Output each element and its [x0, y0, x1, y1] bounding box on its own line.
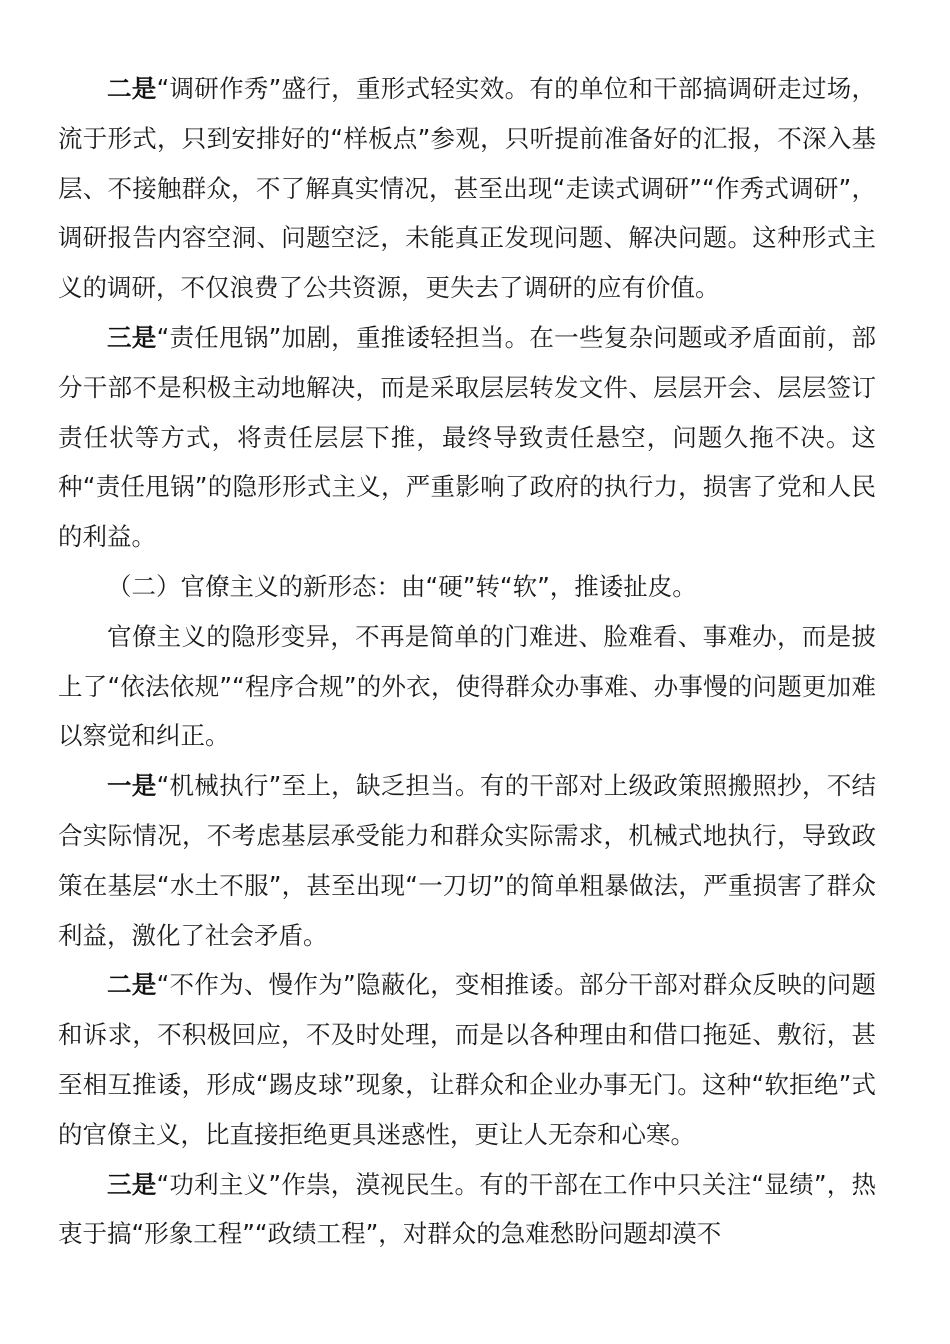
paragraph-responsibility-shift — [58, 313, 876, 562]
paragraph-lead: 三是 — [107, 322, 157, 352]
document-body — [58, 64, 876, 1259]
paragraph-text: “机械执行”至上，缺乏担当。有的干部对上级政策照搬照抄，不结合实际情况，不考虑基层承受能力和群众实际需求，机械式地执行，导致政策在基层“水土不服”，甚至出现“一刀切”的简单粗暴做法，严重损害了群众利益，激化了社会矛盾。 — [58, 771, 876, 950]
section-heading — [58, 562, 876, 612]
section-heading-text: （二）官僚主义的新形态：由“硬”转“软”，推诿扯皮。 — [107, 571, 697, 601]
paragraph-text: 官僚主义的隐形变异，不再是简单的门难进、脸难看、事难办，而是披上了“依法依规”“程序合规”的外衣，使得群众办事难、办事慢的问题更加难以察觉和纠正。 — [58, 621, 876, 751]
paragraph-text: “调研作秀”盛行，重形式轻实效。有的单位和干部搞调研走过场，流于形式，只到安排好的“样板点”参观，只听提前准备好的汇报，不深入基层、不接触群众，不了解真实情况，甚至出现“走读式调研”“作秀式调研”，调研报告内容空洞、问题空泛，未能真正发现问题、解决问题。这种形式主义的调研，不仅浪费了公共资源，更失去了调研的应有价值。 — [58, 74, 876, 303]
paragraph-research-show — [58, 64, 876, 313]
paragraph-lead: 二是 — [107, 970, 157, 1000]
paragraph-text: “不作为、慢作为”隐蔽化，变相推诿。部分干部对群众反映的问题和诉求，不积极回应，不及时处理，而是以各种理由和借口拖延、敷衍，甚至相互推诿，形成“踢皮球”现象，让群众和企业办事无门。这种“软拒绝”式的官僚主义，比直接拒绝更具迷惑性，更让人无奈和心寒。 — [58, 970, 876, 1149]
paragraph-lead: 三是 — [107, 1169, 157, 1199]
paragraph-utilitarianism — [58, 1160, 876, 1260]
paragraph-text: “功利主义”作祟，漠视民生。有的干部在工作中只关注“显绩”，热衷于搞“形象工程”“政绩工程”，对群众的急难愁盼问题却漠不 — [58, 1169, 876, 1249]
paragraph-inaction — [58, 960, 876, 1159]
paragraph-lead: 二是 — [107, 74, 157, 103]
paragraph-mechanical-execution — [58, 761, 876, 960]
paragraph-bureaucracy-intro — [58, 612, 876, 761]
paragraph-text: “责任甩锅”加剧，重推诿轻担当。在一些复杂问题或矛盾面前，部分干部不是积极主动地解决，而是采取层层转发文件、层层开会、层层签订责任状等方式，将责任层层下推，最终导致责任悬空，问题久拖不决。这种“责任甩锅”的隐形形式主义，严重影响了政府的执行力，损害了党和人民的利益。 — [58, 322, 876, 552]
paragraph-lead: 一是 — [107, 771, 157, 801]
